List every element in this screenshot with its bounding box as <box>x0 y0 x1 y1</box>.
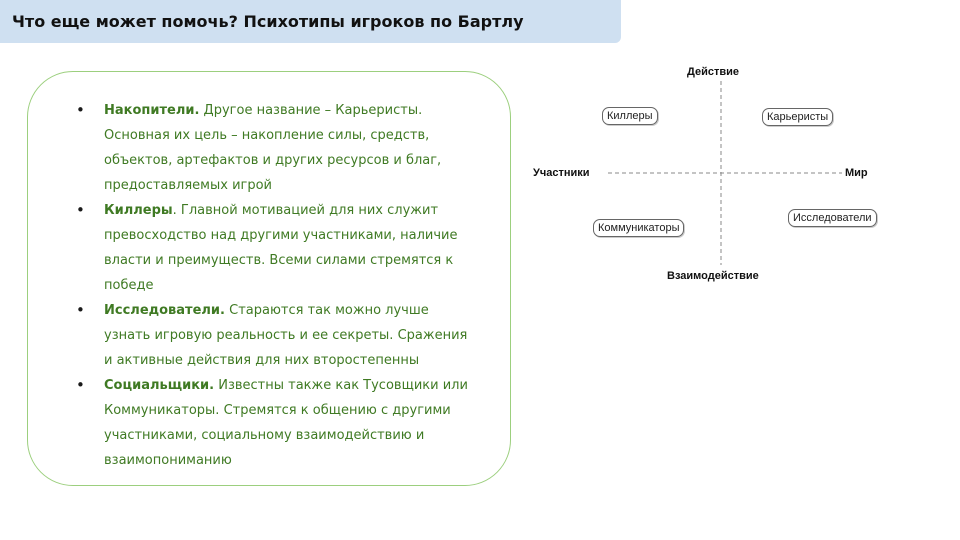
axis-label-top: Действие <box>687 66 739 78</box>
bullet-term: Киллеры <box>104 203 173 218</box>
bartle-diagram <box>520 55 920 295</box>
quadrant-achievers: Карьеристы <box>762 108 833 126</box>
list-item <box>76 373 476 473</box>
axis-label-left: Участники <box>533 167 590 179</box>
axis-label-bottom: Взаимодействие <box>667 270 759 282</box>
axis-label-right: Мир <box>845 167 868 179</box>
page-title: Что еще может помочь? Психотипы игроков по Бартлу <box>12 12 524 31</box>
list-item <box>76 298 476 373</box>
bullet-term: Социальщики. <box>104 378 215 393</box>
list-item <box>76 98 476 198</box>
bullet-text: Известны также как Тусовщики или Коммуникаторы. Стремятся к общению с другими участниками, социальному взаимодействию и взаимопониманию <box>104 378 468 468</box>
quadrant-killers: Киллеры <box>602 107 658 125</box>
bullet-term: Накопители. <box>104 103 200 118</box>
quadrant-socializers: Коммуникаторы <box>593 219 684 237</box>
title-bar <box>0 0 621 43</box>
bullet-text: Стараются так можно лучше узнать игровую реальность и ее секреты. Сражения и активные действия для них второстепенны <box>104 303 468 368</box>
bullet-text: . Главной мотивацией для них служит превосходство над другими участниками, наличие власти и преимуществ. Всеми силами стремятся к победе <box>104 203 458 293</box>
bullet-term: Исследователи. <box>104 303 225 318</box>
quadrant-explorers: Исследователи <box>788 209 877 227</box>
bullet-list <box>76 98 476 473</box>
list-item <box>76 198 476 298</box>
bullet-text: Другое название – Карьеристы. Основная их цель – накопление силы, средств, объектов, артефактов и других ресурсов и благ, предоставляемых игрой <box>104 103 442 193</box>
